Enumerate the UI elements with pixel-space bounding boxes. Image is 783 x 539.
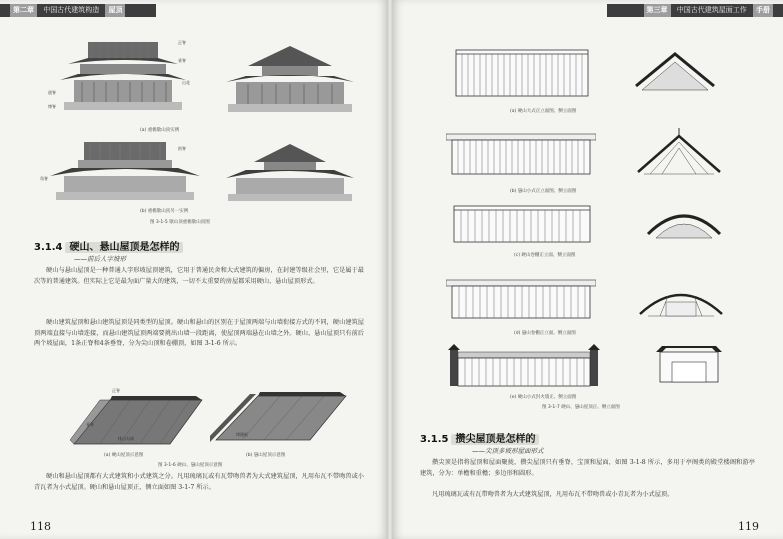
section-number-right: 3.1.5 — [420, 434, 449, 445]
section-title-right: 攒尖屋顶是怎样的 — [451, 434, 539, 445]
figure-overhang-gable-roof — [210, 386, 350, 446]
label-corner-ridge-2: 角脊 — [40, 176, 48, 181]
elevation-b-front — [446, 124, 596, 180]
fig6-label-hip: 垂脊 — [86, 422, 94, 427]
page-number-left: 118 — [30, 520, 51, 533]
caption-fig6-b: (b) 悬山屋顶示意图 — [246, 453, 286, 458]
label-gable: 山花 — [182, 80, 190, 85]
elevation-d-side — [638, 276, 724, 324]
elevation-c-front — [452, 202, 592, 246]
section-heading-3-1-4 — [34, 238, 183, 253]
caption-fig-b: (b) 重檐歇山顶另一实例 — [140, 209, 189, 214]
header-badge-right-2: 手册 — [753, 4, 773, 17]
caption-elev-d: (d) 悬山卷棚正立面、侧立面图 — [514, 331, 576, 336]
elevation-a-front — [454, 44, 590, 102]
figure-double-eave-side — [222, 142, 358, 204]
paragraph-1: 硬山与悬山屋顶是一种普通人字形坡屋顶建筑，它用于普通民舍和大式建筑的偏房，在封建等级社会里，它是属于最次等的普通建筑。但实际上它是最为面广量大的建筑，一切不太重要的房屋都采用硬山、悬山屋顶形式。 — [34, 267, 364, 285]
elevation-b-side — [636, 128, 722, 182]
left-running-header — [0, 4, 156, 17]
header-title-right: 中国古代建筑屋面工作 — [676, 6, 747, 14]
paragraph-2: 硬山建筑屋顶和悬山建筑屋顶是同类型的屋顶。硬山和悬山的区别在于屋顶两端与山墙衔接方式的不同，硬山建筑屋顶两端直接与山墙连接，而悬山建筑屋顶两端要挑出山墙一段距离，使屋顶两端悬在山墙之外。硬山、悬山屋顶只有前后两个坡屋面，1条正脊和4条垂脊，分为尖山顶和卷棚顶，如图 3-1-6 所示。 — [34, 319, 364, 347]
caption-fig-a: (a) 重檐歇山顶实例 — [140, 128, 180, 133]
section-subtitle-right: ——尖顶多坡形屋面形式 — [472, 447, 544, 455]
paragraph-right-2: 凡用琉璃瓦或有瓦带吻兽者为大式建筑屋顶，凡用布瓦不带吻兽或小青瓦者为小式屋顶。 — [432, 491, 674, 498]
figure-hip-gable-front — [58, 38, 188, 120]
section-title: 硬山、悬山屋顶是怎样的 — [65, 242, 183, 253]
elevation-e-front — [446, 340, 602, 388]
caption-fig6-a: (a) 硬山屋顶示意图 — [104, 453, 144, 458]
caption-elev-a: (a) 硬山大式正立面图、侧立面图 — [510, 109, 577, 114]
label-fascia-ridge: 博脊 — [48, 104, 56, 109]
label-hip: 垂脊 — [178, 58, 186, 63]
caption-elev-e: (e) 硬山小式封火墙正、侧立面图 — [510, 395, 577, 400]
header-title: 中国古代建筑构造 — [43, 6, 100, 14]
left-page — [0, 0, 388, 539]
page-number-right: 119 — [738, 520, 759, 533]
caption-fig-3-1-6: 图 3-1-6 硬山、悬山屋顶示意图 — [158, 463, 223, 468]
fig6-label-ridge: 正脊 — [112, 388, 120, 393]
elevation-c-side — [644, 200, 724, 244]
fig6-label-eave-drip: 排山勾滴 — [118, 436, 134, 441]
elevation-a-side — [632, 46, 718, 96]
figure-hip-gable-side — [222, 44, 358, 118]
label-ridge: 正脊 — [178, 40, 186, 45]
caption-fig-3-1-7: 图 3-1-7 硬山、悬山屋顶正、侧立面图 — [542, 405, 620, 410]
caption-elev-b: (b) 悬山小式正立面图、侧立面图 — [510, 189, 577, 194]
elevation-d-front — [446, 276, 596, 322]
figure-hard-gable-roof — [70, 388, 206, 448]
section-subtitle: ——前后人字坡形 — [74, 255, 126, 263]
right-page — [392, 0, 783, 539]
chapter-badge-right: 第三章 — [644, 4, 671, 17]
header-badge-2: 屋顶 — [105, 4, 125, 17]
paragraph-right-1: 攒尖顶是指将屋顶和屋面聚拢，攒尖屋顶只有垂脊，宝顶和屋面，如图 3-1-8 所示，多用于亭阁类的殿堂楼阁和游亭建筑，分为：单檐和重檐；多边形和圆形。 — [420, 459, 755, 477]
fig6-label-barge-board: 博缝板 — [236, 432, 248, 437]
label-corner-ridge: 戗脊 — [48, 90, 56, 95]
elevation-e-side — [654, 338, 724, 388]
chapter-badge: 第二章 — [10, 4, 37, 17]
right-running-header — [607, 4, 783, 17]
paragraph-3: 硬山和悬山屋顶都有大式建筑和小式建筑之分。凡用琉璃瓦或有瓦带吻兽者为大式建筑屋顶，凡用布瓦不带吻兽或小青瓦者为小式屋顶。硬山和悬山屋顶正、侧立面如图 3-1-7 所示。 — [34, 473, 364, 491]
caption-fig-3-1-5: 图 3-1-5 歇山顶重檐歇山顶图 — [150, 220, 210, 225]
section-number: 3.1.4 — [34, 242, 63, 253]
caption-elev-c: (c) 硬山卷棚正立面、侧立面图 — [514, 253, 576, 258]
section-heading-3-1-5 — [420, 430, 539, 445]
label-surround-ridge: 围脊 — [178, 146, 186, 151]
